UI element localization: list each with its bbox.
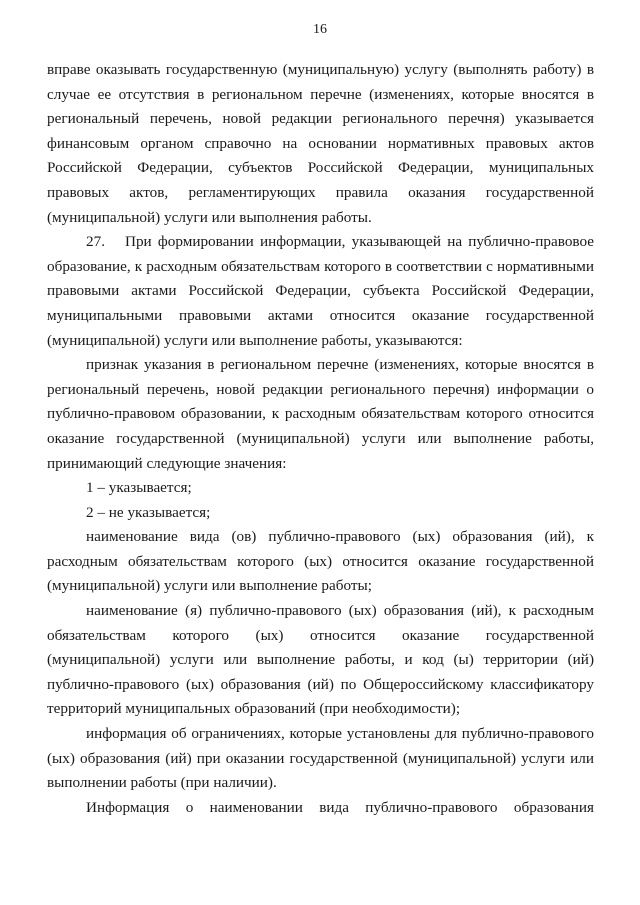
item-text: При формировании информации, указывающей на публично-правовое образование, к расходным обязательствам которого в соответствии с нормативными правовыми актами Российской Федерации, субъекта Российской Федерации, муниципальными правовыми актами относится оказание государственной (муниципальной) услуги или выполнение работы, указываются: [47,233,594,349]
paragraph-entity-name: наименование (я) публично-правового (ых) образования (ий), к расходным обязательствам которого (ых) относится оказание государственной (муниципальной) услуги или выполнение работы, и код (ы) территории (ий) публично-правового (ых) образования (ий) по Общероссийскому классификатору территорий муниципальных образований (при необходимости); [47,602,594,718]
paragraph-indicator: признак указания в региональном перечне (изменениях, которые вносятся в региональный перечень, новой редакции регионального перечня) информации о публично-правовом образовании, к расходным обязательствам которого относится оказание государственной (муниципальной) услуги или выполнение работы, принимающий следующие значения: [47,356,594,472]
paragraph-item-27 [47,230,594,353]
paragraph-information: Информация о наименовании вида публично-правового образования [86,798,594,816]
document-body [47,58,594,820]
paragraph-kind-name: наименование вида (ов) публично-правового (ых) образования (ий), к расходным обязательствам которого (ых) относится оказание государственной (муниципальной) услуги или выполнение работы; [47,528,594,595]
page-number: 16 [313,22,327,37]
paragraph-restrictions: информация об ограничениях, которые установлены для публично-правового (ых) образования (ий) при оказании государственной (муниципальной) услуги или выполнении работы (при наличии). [47,725,594,792]
paragraph-value-1: 1 – указывается; [86,479,192,497]
paragraph-value-2: 2 – не указывается; [86,503,211,521]
item-number: 27. [86,233,105,251]
paragraph-continuation: вправе оказывать государственную (муниципальную) услугу (выполнять работу) в случае ее отсутствия в региональном перечне (изменениях, которые вносятся в региональный перечень, новой редакции регионального перечня) указывается финансовым органом справочно на основании нормативных правовых актов Российской Федерации, субъектов Российской Федерации, муниципальных правовых актов, регламентирующих правила оказания государственной (муниципальной) услуги или выполнения работы. [47,61,594,226]
